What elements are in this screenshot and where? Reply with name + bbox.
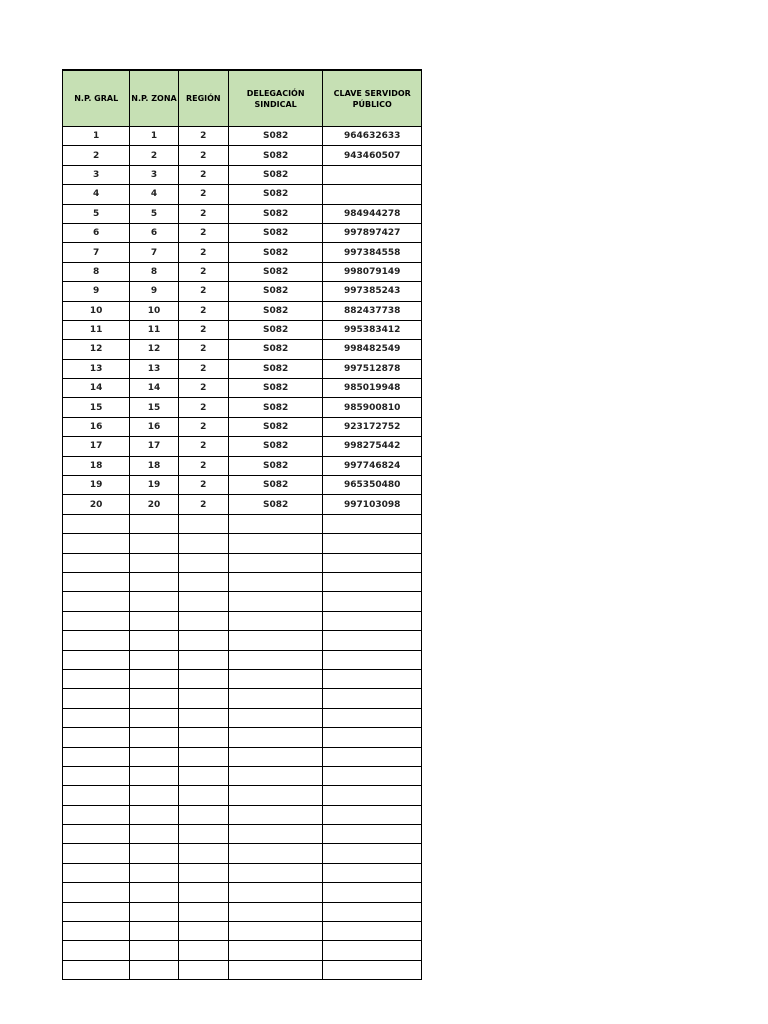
np-gral-cell[interactable]: 15 xyxy=(63,398,130,417)
table-row xyxy=(63,320,422,339)
np-gral-cell[interactable] xyxy=(63,883,130,902)
np-gral-cell[interactable] xyxy=(63,902,130,921)
np-gral-cell[interactable]: 10 xyxy=(63,301,130,320)
clave-cell[interactable]: 995383412 xyxy=(323,320,422,339)
clave-cell[interactable]: 997385243 xyxy=(323,282,422,301)
np-gral-cell[interactable] xyxy=(63,514,130,533)
region-cell[interactable]: 2 xyxy=(178,340,228,359)
clave-cell[interactable] xyxy=(323,825,422,844)
np-zona-cell[interactable] xyxy=(130,766,178,785)
np-zona-cell[interactable] xyxy=(130,883,178,902)
table-row xyxy=(63,495,422,514)
np-zona-cell[interactable]: 10 xyxy=(130,301,178,320)
np-zona-cell[interactable]: 7 xyxy=(130,243,178,262)
region-cell[interactable] xyxy=(178,669,228,688)
np-gral-cell[interactable] xyxy=(63,863,130,882)
np-zona-cell[interactable]: 19 xyxy=(130,476,178,495)
table-row xyxy=(63,708,422,727)
clave-cell[interactable]: 985900810 xyxy=(323,398,422,417)
delegacion-cell[interactable] xyxy=(228,844,323,863)
table-row xyxy=(63,844,422,863)
table-row xyxy=(63,437,422,456)
delegacion-cell[interactable]: S082 xyxy=(228,127,323,146)
region-cell[interactable] xyxy=(178,631,228,650)
clave-cell[interactable]: 997897427 xyxy=(323,223,422,242)
np-gral-cell[interactable]: 7 xyxy=(63,243,130,262)
clave-cell[interactable] xyxy=(323,631,422,650)
delegacion-cell[interactable]: S082 xyxy=(228,359,323,378)
np-gral-cell[interactable]: 8 xyxy=(63,262,130,281)
np-zona-cell[interactable] xyxy=(130,825,178,844)
np-zona-cell[interactable] xyxy=(130,669,178,688)
delegacion-cell[interactable]: S082 xyxy=(228,456,323,475)
region-cell[interactable] xyxy=(178,786,228,805)
np-zona-cell[interactable]: 6 xyxy=(130,223,178,242)
table-row xyxy=(63,553,422,572)
delegacion-cell[interactable] xyxy=(228,960,323,979)
delegacion-cell[interactable] xyxy=(228,572,323,591)
clave-cell[interactable] xyxy=(323,902,422,921)
delegacion-cell[interactable] xyxy=(228,553,323,572)
delegacion-cell[interactable]: S082 xyxy=(228,476,323,495)
table-row xyxy=(63,476,422,495)
np-zona-cell[interactable]: 20 xyxy=(130,495,178,514)
np-zona-cell[interactable] xyxy=(130,592,178,611)
delegacion-cell[interactable] xyxy=(228,786,323,805)
table-row xyxy=(63,592,422,611)
clave-cell[interactable] xyxy=(323,883,422,902)
delegacion-cell[interactable] xyxy=(228,883,323,902)
table-row xyxy=(63,786,422,805)
region-cell[interactable] xyxy=(178,514,228,533)
region-cell[interactable] xyxy=(178,805,228,824)
delegacion-cell[interactable] xyxy=(228,689,323,708)
clave-cell[interactable] xyxy=(323,592,422,611)
header-row xyxy=(63,70,422,127)
table-row xyxy=(63,379,422,398)
delegacion-cell[interactable]: S082 xyxy=(228,185,323,204)
region-cell[interactable]: 2 xyxy=(178,185,228,204)
np-gral-cell[interactable] xyxy=(63,553,130,572)
np-zona-cell[interactable] xyxy=(130,708,178,727)
region-cell[interactable]: 2 xyxy=(178,204,228,223)
table-row xyxy=(63,863,422,882)
table-row xyxy=(63,262,422,281)
delegacion-cell[interactable]: S082 xyxy=(228,379,323,398)
np-gral-cell[interactable]: 6 xyxy=(63,223,130,242)
region-cell[interactable] xyxy=(178,922,228,941)
table-row xyxy=(63,766,422,785)
region-cell[interactable] xyxy=(178,902,228,921)
delegacion-cell[interactable] xyxy=(228,631,323,650)
clave-cell[interactable]: 998275442 xyxy=(323,437,422,456)
table-row xyxy=(63,941,422,960)
np-zona-cell[interactable]: 8 xyxy=(130,262,178,281)
delegacion-cell[interactable] xyxy=(228,669,323,688)
region-cell[interactable]: 2 xyxy=(178,417,228,436)
np-gral-cell[interactable]: 2 xyxy=(63,146,130,165)
clave-cell[interactable] xyxy=(323,805,422,824)
region-cell[interactable] xyxy=(178,689,228,708)
np-gral-cell[interactable] xyxy=(63,631,130,650)
np-zona-cell[interactable]: 9 xyxy=(130,282,178,301)
clave-cell[interactable]: 964632633 xyxy=(323,127,422,146)
table-body xyxy=(63,127,422,980)
delegacion-cell[interactable] xyxy=(228,902,323,921)
np-zona-cell[interactable] xyxy=(130,863,178,882)
np-gral-cell[interactable] xyxy=(63,786,130,805)
clave-cell[interactable] xyxy=(323,650,422,669)
np-zona-cell[interactable]: 16 xyxy=(130,417,178,436)
np-gral-cell[interactable] xyxy=(63,592,130,611)
np-gral-cell[interactable] xyxy=(63,650,130,669)
region-cell[interactable] xyxy=(178,941,228,960)
delegacion-cell[interactable]: S082 xyxy=(228,340,323,359)
clave-cell[interactable] xyxy=(323,165,422,184)
np-zona-cell[interactable] xyxy=(130,553,178,572)
table-row xyxy=(63,650,422,669)
table-row xyxy=(63,456,422,475)
region-cell[interactable]: 2 xyxy=(178,437,228,456)
np-gral-cell[interactable] xyxy=(63,669,130,688)
np-zona-cell[interactable]: 1 xyxy=(130,127,178,146)
clave-cell[interactable]: 923172752 xyxy=(323,417,422,436)
np-zona-cell[interactable]: 13 xyxy=(130,359,178,378)
region-cell[interactable]: 2 xyxy=(178,243,228,262)
np-zona-cell[interactable]: 17 xyxy=(130,437,178,456)
np-zona-cell[interactable] xyxy=(130,611,178,630)
region-cell[interactable] xyxy=(178,708,228,727)
np-zona-cell[interactable] xyxy=(130,572,178,591)
delegacion-cell[interactable] xyxy=(228,941,323,960)
table-row xyxy=(63,883,422,902)
clave-cell[interactable]: 997746824 xyxy=(323,456,422,475)
header-np-zona: N.P. ZONA xyxy=(130,70,178,127)
clave-cell[interactable] xyxy=(323,728,422,747)
np-zona-cell[interactable]: 5 xyxy=(130,204,178,223)
region-cell[interactable]: 2 xyxy=(178,165,228,184)
table-row xyxy=(63,398,422,417)
region-cell[interactable]: 2 xyxy=(178,476,228,495)
delegacion-cell[interactable] xyxy=(228,650,323,669)
table-row xyxy=(63,902,422,921)
delegacion-cell[interactable]: S082 xyxy=(228,301,323,320)
region-cell[interactable] xyxy=(178,728,228,747)
np-zona-cell[interactable]: 14 xyxy=(130,379,178,398)
region-cell[interactable] xyxy=(178,592,228,611)
table-row xyxy=(63,572,422,591)
table-row xyxy=(63,165,422,184)
delegacion-cell[interactable]: S082 xyxy=(228,204,323,223)
delegacion-cell[interactable] xyxy=(228,805,323,824)
table-row xyxy=(63,514,422,533)
np-zona-cell[interactable] xyxy=(130,650,178,669)
np-zona-cell[interactable]: 12 xyxy=(130,340,178,359)
clave-cell[interactable] xyxy=(323,922,422,941)
region-cell[interactable]: 2 xyxy=(178,456,228,475)
delegacion-cell[interactable]: S082 xyxy=(228,437,323,456)
np-gral-cell[interactable] xyxy=(63,825,130,844)
delegacion-cell[interactable]: S082 xyxy=(228,398,323,417)
table-row xyxy=(63,534,422,553)
delegacion-cell[interactable]: S082 xyxy=(228,282,323,301)
region-cell[interactable] xyxy=(178,844,228,863)
np-zona-cell[interactable]: 18 xyxy=(130,456,178,475)
np-gral-cell[interactable]: 20 xyxy=(63,495,130,514)
np-zona-cell[interactable]: 11 xyxy=(130,320,178,339)
np-gral-cell[interactable]: 3 xyxy=(63,165,130,184)
region-cell[interactable] xyxy=(178,825,228,844)
np-zona-cell[interactable] xyxy=(130,902,178,921)
table-row xyxy=(63,146,422,165)
clave-cell[interactable] xyxy=(323,941,422,960)
np-gral-cell[interactable]: 12 xyxy=(63,340,130,359)
clave-cell[interactable] xyxy=(323,786,422,805)
personnel-table xyxy=(62,69,422,980)
clave-cell[interactable] xyxy=(323,553,422,572)
clave-cell[interactable] xyxy=(323,689,422,708)
np-gral-cell[interactable] xyxy=(63,534,130,553)
delegacion-cell[interactable] xyxy=(228,863,323,882)
delegacion-cell[interactable]: S082 xyxy=(228,262,323,281)
header-clave-servidor-publico: CLAVE SERVIDOR PÚBLICO xyxy=(323,70,422,127)
clave-cell[interactable] xyxy=(323,185,422,204)
delegacion-cell[interactable] xyxy=(228,747,323,766)
region-cell[interactable] xyxy=(178,572,228,591)
clave-cell[interactable]: 984944278 xyxy=(323,204,422,223)
np-gral-cell[interactable]: 17 xyxy=(63,437,130,456)
header-delegacion-sindical: DELEGACIÓN SINDICAL xyxy=(228,70,323,127)
region-cell[interactable]: 2 xyxy=(178,359,228,378)
np-zona-cell[interactable] xyxy=(130,941,178,960)
np-zona-cell[interactable] xyxy=(130,922,178,941)
np-gral-cell[interactable] xyxy=(63,728,130,747)
region-cell[interactable] xyxy=(178,766,228,785)
region-cell[interactable] xyxy=(178,611,228,630)
np-gral-cell[interactable]: 9 xyxy=(63,282,130,301)
np-zona-cell[interactable] xyxy=(130,844,178,863)
clave-cell[interactable] xyxy=(323,766,422,785)
np-gral-cell[interactable]: 19 xyxy=(63,476,130,495)
np-zona-cell[interactable] xyxy=(130,786,178,805)
region-cell[interactable] xyxy=(178,650,228,669)
np-zona-cell[interactable] xyxy=(130,689,178,708)
clave-cell[interactable] xyxy=(323,534,422,553)
table-row xyxy=(63,805,422,824)
clave-cell[interactable] xyxy=(323,611,422,630)
np-gral-cell[interactable] xyxy=(63,708,130,727)
np-zona-cell[interactable] xyxy=(130,805,178,824)
delegacion-cell[interactable] xyxy=(228,611,323,630)
table-row xyxy=(63,204,422,223)
region-cell[interactable]: 2 xyxy=(178,127,228,146)
clave-cell[interactable] xyxy=(323,960,422,979)
np-zona-cell[interactable]: 15 xyxy=(130,398,178,417)
np-gral-cell[interactable] xyxy=(63,844,130,863)
delegacion-cell[interactable]: S082 xyxy=(228,146,323,165)
table-header xyxy=(63,70,422,127)
np-gral-cell[interactable] xyxy=(63,611,130,630)
np-gral-cell[interactable]: 5 xyxy=(63,204,130,223)
np-gral-cell[interactable]: 1 xyxy=(63,127,130,146)
table-row xyxy=(63,223,422,242)
clave-cell[interactable]: 997103098 xyxy=(323,495,422,514)
region-cell[interactable]: 2 xyxy=(178,282,228,301)
np-zona-cell[interactable]: 3 xyxy=(130,165,178,184)
table-row xyxy=(63,417,422,436)
region-cell[interactable] xyxy=(178,960,228,979)
table-row xyxy=(63,340,422,359)
clave-cell[interactable] xyxy=(323,844,422,863)
delegacion-cell[interactable] xyxy=(228,708,323,727)
np-zona-cell[interactable] xyxy=(130,631,178,650)
region-cell[interactable]: 2 xyxy=(178,320,228,339)
np-zona-cell[interactable] xyxy=(130,960,178,979)
header-region: REGIÓN xyxy=(178,70,228,127)
table-row xyxy=(63,185,422,204)
np-gral-cell[interactable]: 18 xyxy=(63,456,130,475)
region-cell[interactable]: 2 xyxy=(178,301,228,320)
delegacion-cell[interactable] xyxy=(228,534,323,553)
table-row xyxy=(63,301,422,320)
delegacion-cell[interactable]: S082 xyxy=(228,243,323,262)
region-cell[interactable]: 2 xyxy=(178,495,228,514)
table-row xyxy=(63,631,422,650)
np-gral-cell[interactable]: 11 xyxy=(63,320,130,339)
clave-cell[interactable]: 943460507 xyxy=(323,146,422,165)
region-cell[interactable]: 2 xyxy=(178,146,228,165)
clave-cell[interactable]: 965350480 xyxy=(323,476,422,495)
table-row xyxy=(63,960,422,979)
clave-cell[interactable]: 997512878 xyxy=(323,359,422,378)
region-cell[interactable] xyxy=(178,553,228,572)
np-gral-cell[interactable] xyxy=(63,766,130,785)
np-zona-cell[interactable]: 2 xyxy=(130,146,178,165)
region-cell[interactable] xyxy=(178,863,228,882)
table-row xyxy=(63,282,422,301)
table-row xyxy=(63,611,422,630)
region-cell[interactable] xyxy=(178,747,228,766)
table-row xyxy=(63,359,422,378)
delegacion-cell[interactable] xyxy=(228,514,323,533)
delegacion-cell[interactable]: S082 xyxy=(228,320,323,339)
table-row xyxy=(63,243,422,262)
np-gral-cell[interactable] xyxy=(63,689,130,708)
np-zona-cell[interactable]: 4 xyxy=(130,185,178,204)
region-cell[interactable]: 2 xyxy=(178,379,228,398)
table-row xyxy=(63,669,422,688)
clave-cell[interactable]: 985019948 xyxy=(323,379,422,398)
clave-cell[interactable]: 998079149 xyxy=(323,262,422,281)
clave-cell[interactable] xyxy=(323,708,422,727)
np-gral-cell[interactable] xyxy=(63,960,130,979)
np-gral-cell[interactable] xyxy=(63,572,130,591)
np-gral-cell[interactable] xyxy=(63,941,130,960)
np-zona-cell[interactable] xyxy=(130,514,178,533)
np-gral-cell[interactable] xyxy=(63,805,130,824)
delegacion-cell[interactable] xyxy=(228,825,323,844)
np-gral-cell[interactable]: 4 xyxy=(63,185,130,204)
delegacion-cell[interactable]: S082 xyxy=(228,417,323,436)
delegacion-cell[interactable] xyxy=(228,766,323,785)
delegacion-cell[interactable] xyxy=(228,728,323,747)
delegacion-cell[interactable] xyxy=(228,922,323,941)
np-gral-cell[interactable]: 16 xyxy=(63,417,130,436)
clave-cell[interactable] xyxy=(323,863,422,882)
region-cell[interactable]: 2 xyxy=(178,398,228,417)
delegacion-cell[interactable]: S082 xyxy=(228,165,323,184)
table-row xyxy=(63,728,422,747)
table-row xyxy=(63,825,422,844)
delegacion-cell[interactable]: S082 xyxy=(228,495,323,514)
np-zona-cell[interactable] xyxy=(130,728,178,747)
clave-cell[interactable] xyxy=(323,669,422,688)
np-gral-cell[interactable] xyxy=(63,747,130,766)
np-zona-cell[interactable] xyxy=(130,747,178,766)
np-gral-cell[interactable]: 14 xyxy=(63,379,130,398)
region-cell[interactable]: 2 xyxy=(178,223,228,242)
clave-cell[interactable] xyxy=(323,747,422,766)
np-gral-cell[interactable]: 13 xyxy=(63,359,130,378)
region-cell[interactable] xyxy=(178,534,228,553)
table-row xyxy=(63,922,422,941)
delegacion-cell[interactable] xyxy=(228,592,323,611)
clave-cell[interactable] xyxy=(323,514,422,533)
clave-cell[interactable]: 998482549 xyxy=(323,340,422,359)
clave-cell[interactable]: 997384558 xyxy=(323,243,422,262)
region-cell[interactable]: 2 xyxy=(178,262,228,281)
table-row xyxy=(63,747,422,766)
clave-cell[interactable] xyxy=(323,572,422,591)
table-row xyxy=(63,127,422,146)
table-row xyxy=(63,689,422,708)
clave-cell[interactable]: 882437738 xyxy=(323,301,422,320)
delegacion-cell[interactable]: S082 xyxy=(228,223,323,242)
header-np-gral: N.P. GRAL xyxy=(63,70,130,127)
np-zona-cell[interactable] xyxy=(130,534,178,553)
np-gral-cell[interactable] xyxy=(63,922,130,941)
region-cell[interactable] xyxy=(178,883,228,902)
